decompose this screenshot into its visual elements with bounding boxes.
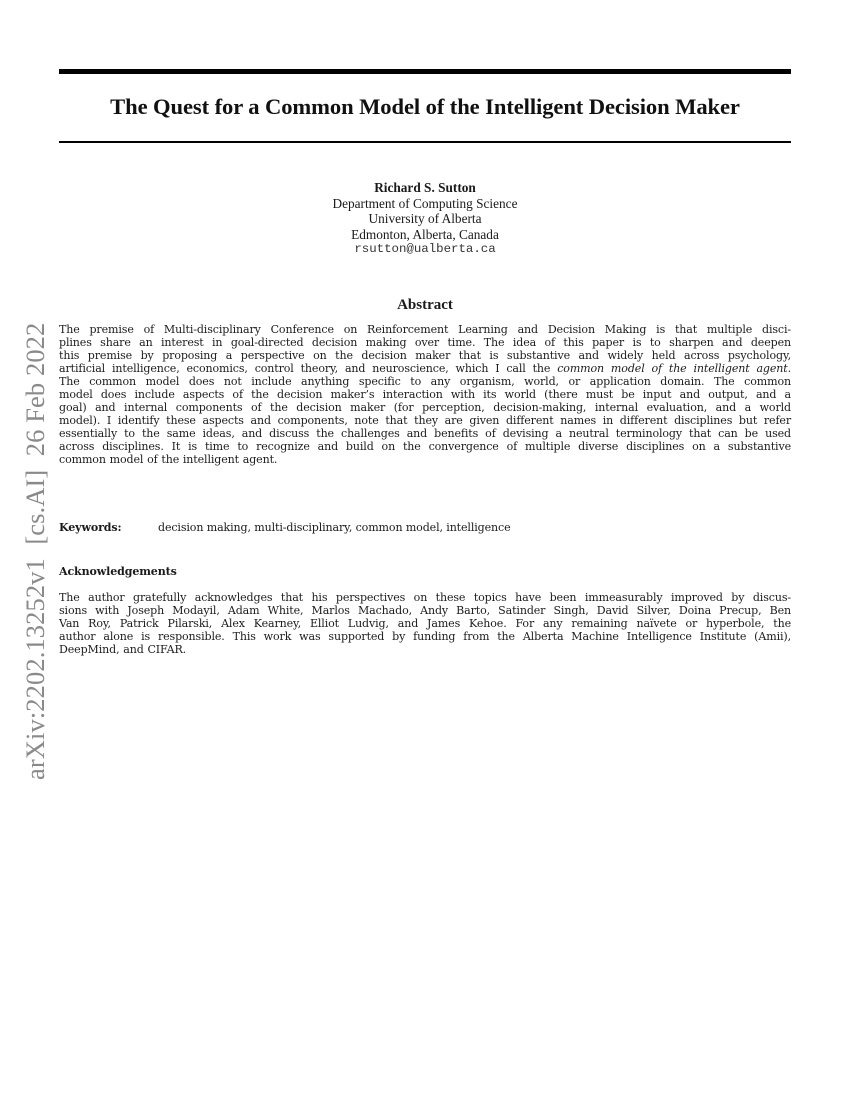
acknowledgements-body [59, 591, 791, 656]
acknowledgements-line: DeepMind, and CIFAR. [59, 643, 187, 657]
acknowledgements-heading: Acknowledgements [59, 565, 177, 578]
author-name: Richard S. Sutton [374, 180, 476, 195]
abstract-line: The common model does not include anything specific to any organism, world, or application domain. The common [59, 375, 791, 389]
abstract-line: goal) and internal components of the decision maker (for perception, decision-making, internal evaluation, and a world [59, 401, 791, 415]
keywords-value: decision making, multi-disciplinary, common model, intelligence [158, 521, 511, 534]
abstract-heading: Abstract [397, 297, 453, 313]
author-department: Department of Computing Science [332, 195, 518, 211]
abstract-line-with-italic [59, 362, 791, 375]
abstract-body [59, 323, 791, 467]
abstract-italic-suffix: . [787, 362, 791, 376]
acknowledgements-line: author alone is responsible. This work was supported by funding from the Alberta Machine Intelligence Institute (Amii), [59, 630, 791, 644]
abstract-line: essentially to the same ideas, and discuss the challenges and benefits of devising a neutral terminology that can be used [59, 427, 791, 441]
abstract-line: this premise by proposing a perspective on the decision maker that is substantive and widely held across psychology, [59, 349, 791, 363]
author-email[interactable]: rsutton@ualberta.ca [354, 242, 496, 256]
abstract-italic-term: common model of the intelligent agent [557, 362, 788, 376]
acknowledgements-line: The author gratefully acknowledges that his perspectives on these topics have been immeasurably improved by discus- [59, 591, 791, 604]
keywords-row [59, 521, 791, 535]
abstract-line: The premise of Multi-disciplinary Conference on Reinforcement Learning and Decision Making is that multiple disci- [59, 323, 791, 336]
author-location: Edmonton, Alberta, Canada [351, 226, 499, 242]
title-bottom-rule [59, 141, 791, 143]
abstract-line: model does include aspects of the decision maker’s interaction with its world (there must be input and output, and a [59, 388, 791, 402]
acknowledgements-line: sions with Joseph Modayil, Adam White, Marlos Machado, Andy Barto, Satinder Singh, David Silver, Doina Precup, Ben [59, 604, 791, 618]
title-top-rule [59, 69, 791, 74]
author-university: University of Alberta [368, 211, 482, 226]
acknowledgements-line: Van Roy, Patrick Pilarski, Alex Kearney, Elliot Ludvig, and James Kehoe. For any remaining naïvete or hyperbole, the [59, 617, 791, 631]
arxiv-identifier-stamp: arXiv:2202.13252v1 [cs.AI] 26 Feb 2022 [20, 322, 50, 780]
abstract-line: common model of the intelligent agent. [59, 453, 278, 467]
abstract-line-text: artificial intelligence, economics, control theory, and neuroscience, which I call the [59, 362, 558, 376]
abstract-line: model). I identify these aspects and components, note that they are given different names in different disciplines but refer [59, 414, 791, 428]
author-block [59, 180, 791, 258]
abstract-line: across disciplines. It is time to recognize and build on the convergence of multiple diverse disciplines on a substantive [59, 440, 791, 454]
keywords-label: Keywords: [59, 521, 122, 534]
abstract-line: plines share an interest in goal-directed decision making over time. The idea of this paper is to sharpen and deepen [59, 336, 791, 350]
paper-title: The Quest for a Common Model of the Intelligent Decision Maker [110, 94, 740, 119]
